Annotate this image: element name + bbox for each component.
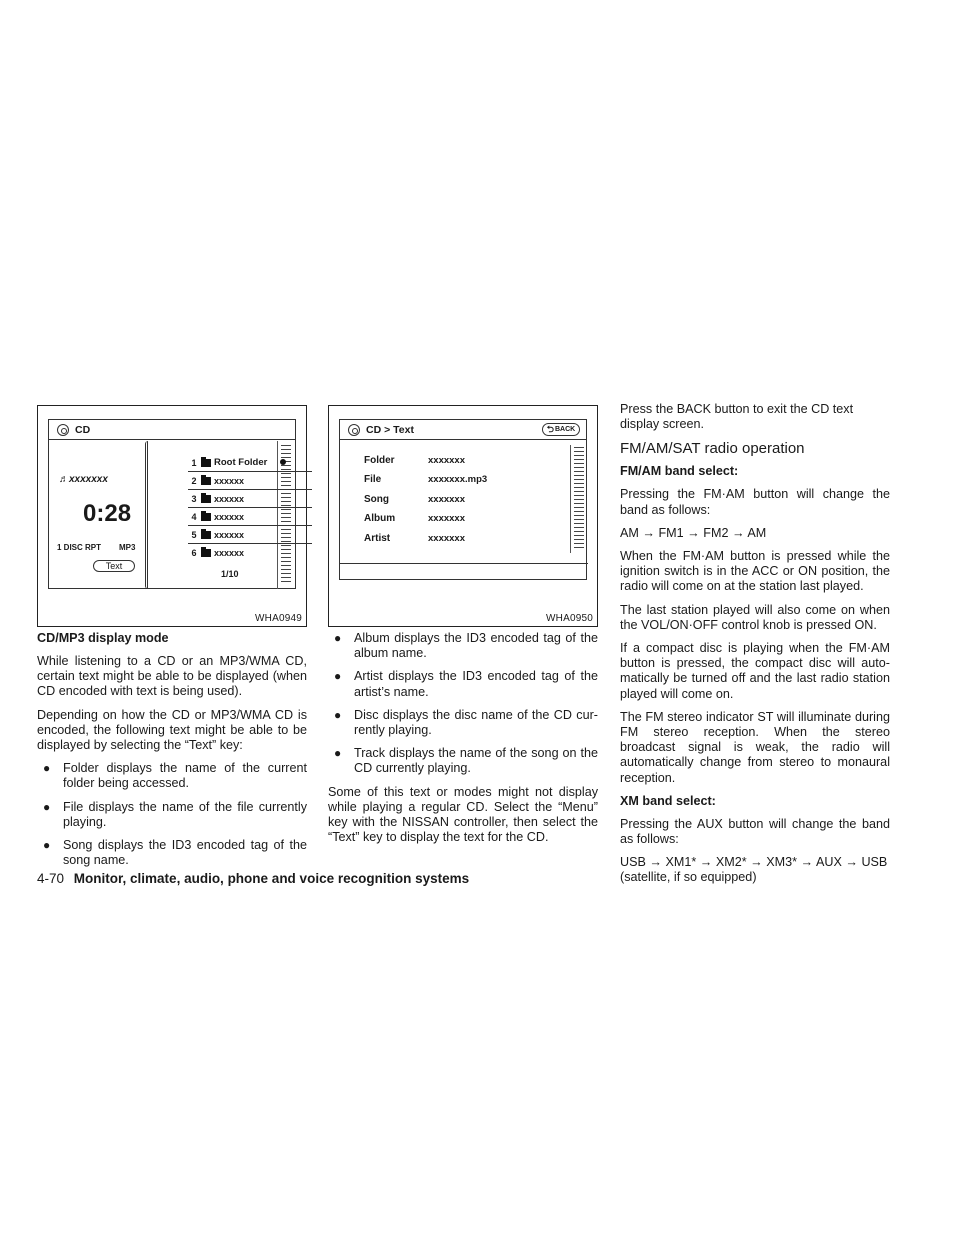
item-label: Root Folder	[214, 457, 268, 468]
back-button[interactable]	[542, 423, 580, 436]
band-sequence-xm: USB → XM1* → XM2* → XM3* → AUX → USB (satellite, if so equipped)	[620, 855, 888, 885]
paragraph: Some of this text or modes might not display while playing a regular CD. Select the “Menu” key with the NISSAN controller, then select the “Text” key to display the text for the CD.	[328, 784, 598, 845]
bullet-icon: ●	[43, 761, 51, 776]
list-item	[328, 746, 598, 776]
column-3	[620, 402, 890, 894]
figure-id: WHA0949	[255, 613, 302, 624]
row-value: xxxxxxx.mp3	[428, 474, 488, 485]
column-1	[37, 631, 307, 876]
folder-icon	[201, 513, 211, 521]
folder-icon	[201, 531, 211, 539]
paragraph: While listening to a CD or an MP3/WMA CD, certain text might be able to be displayed (when CD encoded with text is being used).	[37, 654, 307, 699]
folder-icon	[201, 477, 211, 485]
screen-titlebar	[49, 420, 295, 440]
bullet-icon: ●	[334, 707, 342, 722]
scroll-track[interactable]	[570, 445, 586, 553]
page-footer	[37, 871, 469, 886]
screen-title: CD > Text	[366, 423, 414, 436]
column-2	[328, 631, 598, 853]
folder-icon	[201, 459, 211, 467]
figure-cd-display	[37, 405, 307, 627]
paragraph: If a compact disc is playing when the FM·AM button is pressed, the compact disc will auto-matically be turned off and the last radio station played will come on.	[620, 641, 890, 701]
bullet-text: File displays the name of the file currently playing.	[63, 799, 307, 829]
band-sequence-fm-am: AM → FM1 → FM2 → AM	[620, 525, 767, 540]
row-key: File	[364, 474, 382, 485]
bullet-icon: ●	[334, 669, 342, 684]
row-key: Album	[364, 513, 396, 524]
paragraph: The last station played will also come on when the VOL/ON·OFF control knob is pressed ON.	[620, 602, 890, 632]
list-divider	[145, 441, 148, 589]
bullet-text: Folder displays the name of the current folder being accessed.	[63, 761, 307, 791]
row-value: xxxxxxx	[428, 455, 465, 466]
item-number: 4	[191, 511, 197, 522]
playback-time: 0:28	[83, 500, 132, 527]
list-item	[37, 800, 307, 830]
figure-id: WHA0950	[546, 613, 593, 624]
heading-xm-band-select: XM band select:	[620, 793, 716, 808]
bullet-list	[37, 761, 307, 868]
bullet-text: Track displays the name of the song on the CD currently playing.	[354, 746, 598, 776]
bullet-text: Album displays the ID3 encoded tag of the album name.	[354, 631, 598, 661]
list-item[interactable]	[188, 526, 312, 544]
list-item[interactable]	[188, 490, 312, 508]
row-key: Song	[364, 494, 389, 505]
screen-title: CD	[75, 423, 91, 436]
item-label: xxxxxx	[214, 475, 245, 486]
figure-cd-text	[328, 405, 598, 627]
row-value: xxxxxxx	[428, 513, 465, 524]
item-number: 6	[191, 548, 197, 558]
cd-text-screen	[339, 419, 587, 580]
row-value: xxxxxxx	[428, 494, 465, 505]
item-label: xxxxxx	[214, 529, 245, 540]
disc-icon	[348, 424, 360, 436]
track-name: ♬xxxxxxx	[59, 474, 108, 485]
list-item[interactable]	[188, 544, 312, 562]
format-indicator: MP3	[119, 543, 136, 552]
list-item	[328, 669, 598, 699]
paragraph: The FM stereo indicator ST will illuminate during FM stereo reception. When the stereo broadcast signal is weak, the radio will automatically change from stereo to monaural reception.	[620, 709, 890, 785]
list-item	[37, 838, 307, 868]
bullet-icon: ●	[43, 838, 51, 853]
folder-icon	[201, 549, 211, 557]
row-key: Artist	[364, 533, 391, 544]
list-item	[37, 761, 307, 791]
item-number: 1	[191, 457, 197, 468]
text-row-folder	[364, 451, 465, 470]
bullet-text: Artist displays the ID3 encoded tag of the artist’s name.	[354, 669, 598, 699]
bullet-icon: ●	[43, 799, 51, 814]
item-number: 2	[191, 475, 197, 486]
list-item[interactable]	[188, 472, 312, 490]
paragraph: Pressing the AUX button will change the band as follows:	[620, 816, 890, 847]
bullet-icon: ●	[334, 631, 342, 645]
return-arrow-icon: ⮌	[546, 423, 554, 434]
text-button[interactable]: Text	[93, 560, 135, 572]
paragraph: Pressing the FM·AM button will change the band as follows:	[620, 487, 890, 517]
heading-cd-mp3-display-mode: CD/MP3 display mode	[37, 631, 169, 645]
text-row-album	[364, 509, 465, 528]
item-number: 3	[191, 493, 197, 504]
bullet-text: Disc displays the disc name of the CD cur-rently playing.	[354, 707, 598, 738]
item-label: xxxxxx	[214, 511, 245, 522]
list-item	[328, 708, 598, 738]
folder-icon	[201, 495, 211, 503]
bullet-icon: ●	[334, 746, 342, 761]
section-title-radio-operation: FM/AM/SAT radio operation	[620, 440, 805, 458]
list-item	[328, 631, 598, 661]
chapter-title: Monitor, climate, audio, phone and voice recognition systems	[73, 871, 470, 886]
page-number: 4-70	[37, 871, 65, 886]
bullet-text: Song displays the ID3 encoded tag of the song name.	[63, 838, 307, 868]
list-item[interactable]	[188, 508, 312, 526]
paragraph: Depending on how the CD or MP3/WMA CD is encoded, the following text might be able to be displayed by selecting the “Text” key:	[37, 707, 307, 753]
item-label: xxxxxx	[214, 493, 245, 504]
text-row-artist	[364, 529, 465, 548]
disc-repeat-status: 1 DISC RPT	[57, 543, 102, 552]
text-row-song	[364, 490, 465, 509]
row-key: Folder	[364, 455, 395, 466]
item-number: 5	[191, 529, 197, 540]
paragraph: Press the BACK button to exit the CD text display screen.	[620, 402, 854, 432]
back-label: BACK	[554, 426, 576, 433]
bullet-list	[328, 631, 598, 777]
item-label: xxxxxx	[214, 548, 245, 558]
text-info-area	[340, 441, 588, 564]
list-item[interactable]	[188, 454, 312, 472]
heading-fm-am-band-select: FM/AM band select:	[620, 464, 739, 479]
paragraph: When the FM·AM button is pressed while the ignition switch is in the ACC or ON position, the radio will come on at the station last played.	[620, 549, 890, 594]
row-value: xxxxxxx	[428, 533, 465, 544]
screen-titlebar	[340, 420, 586, 440]
page-indicator: 1/10	[221, 569, 239, 579]
disc-icon	[57, 424, 69, 436]
text-row-file	[364, 470, 487, 489]
